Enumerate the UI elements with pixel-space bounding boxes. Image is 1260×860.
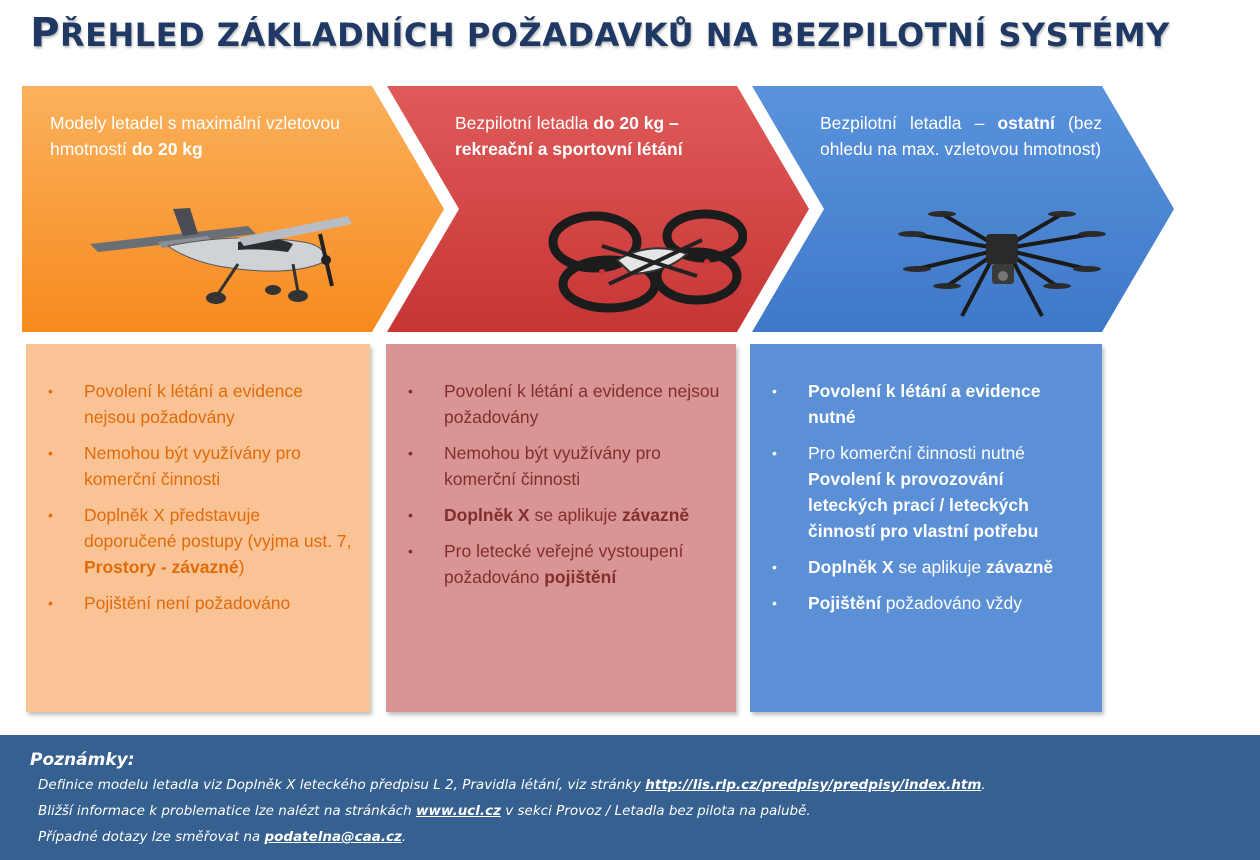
list-item: • Doplněk X představuje doporučené postupy (vyjma ust. 7, Prostory - závazné)	[48, 505, 352, 577]
page-title: PŘEHLED ZÁKLADNÍCH POŽADAVKŮ NA BEZPILOTNÍ SYSTÉMY	[30, 10, 1170, 56]
bullet-list	[406, 378, 722, 600]
link-ucl[interactable]: www.ucl.cz	[416, 803, 501, 819]
list-item: • Doplněk X se aplikuje závazně	[408, 505, 690, 525]
category-header: Bezpilotní letadla do 20 kg – rekreační a sportovní létání	[455, 113, 683, 159]
notes-panel	[0, 735, 1260, 860]
note-line: Bližší informace k problematice lze nalézt na stránkách www.ucl.cz v sekci Provoz / Letadla bez pilota na palubě.	[38, 803, 811, 819]
note-line: Případné dotazy lze směřovat na podatelna@caa.cz.	[38, 829, 407, 845]
octocopter-icon	[892, 204, 1112, 324]
list-item: • Pojištění není požadováno	[48, 593, 291, 613]
link-rlp-predpisy[interactable]: http://lis.rlp.cz/predpisy/predpisy/index.htm	[645, 777, 982, 793]
chevron-models	[22, 86, 446, 332]
notes-heading: Poznámky:	[30, 750, 135, 770]
list-item: • Pojištění požadováno vždy	[772, 593, 1023, 613]
list-item: • Povolení k létání a evidence nejsou požadovány	[48, 381, 303, 427]
requirements-box-other	[750, 344, 1102, 712]
airplane-icon	[88, 204, 368, 314]
requirements-box-models	[26, 344, 370, 712]
list-item: • Pro letecké veřejné vystoupení požadováno pojištění	[408, 541, 684, 587]
quadcopter-icon	[547, 202, 747, 314]
requirements-box-recreational	[386, 344, 736, 712]
list-item: • Nemohou být využívány pro komerční činnosti	[48, 443, 301, 489]
link-email-podatelna[interactable]: podatelna@caa.cz	[264, 829, 402, 845]
list-item: • Nemohou být využívány pro komerční činnosti	[408, 443, 661, 489]
chevron-other	[752, 86, 1176, 332]
chevron-recreational	[387, 86, 811, 332]
note-line: Definice modelu letadla viz Doplněk X leteckého předpisu L 2, Pravidla létání, viz stránky http://lis.rlp.cz/predpisy/predpisy/index.htm.	[38, 777, 986, 793]
list-item: • Povolení k létání a evidence nejsou požadovány	[408, 381, 720, 427]
bullet-list	[46, 378, 356, 626]
bullet-list	[770, 378, 1088, 626]
list-item: • Pro komerční činnosti nutné Povolení k provozování leteckých prací / leteckých činností pro vlastní potřebu	[772, 443, 1039, 541]
category-header: Bezpilotní letadla – ostatní (bez ohledu na max. vzletovou hmotnost)	[820, 113, 1102, 159]
category-header: Modely letadel s maximální vzletovou hmotností do 20 kg	[50, 113, 340, 159]
list-item: • Doplněk X se aplikuje závazně	[772, 557, 1054, 577]
list-item: • Povolení k létání a evidence nutné	[772, 381, 1041, 427]
